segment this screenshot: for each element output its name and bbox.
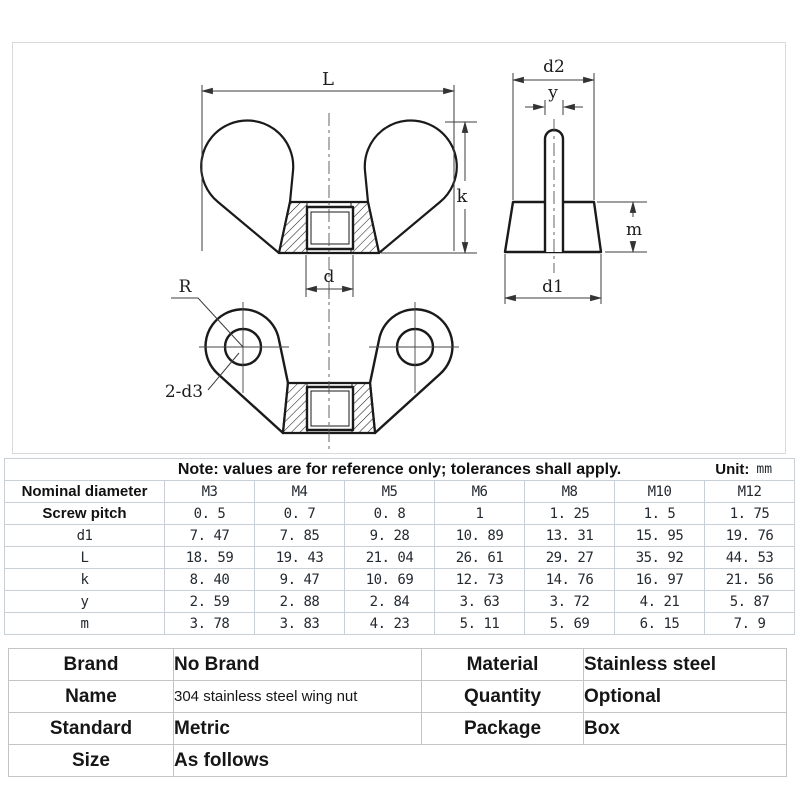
cell: 12. 73 — [435, 569, 525, 591]
bottom-right-wing — [370, 309, 452, 433]
cell: 13. 31 — [525, 525, 615, 547]
cell: 5. 11 — [435, 613, 525, 635]
dim-label-d2: d2 — [543, 57, 565, 77]
cell: 2. 59 — [165, 591, 255, 613]
table-row — [5, 503, 795, 525]
cell: 2. 84 — [345, 591, 435, 613]
info-value: Stainless steel — [584, 649, 787, 681]
info-label: Package — [422, 713, 584, 745]
cell: 3. 83 — [255, 613, 345, 635]
cell: 9. 28 — [345, 525, 435, 547]
cell: M3 — [165, 481, 255, 503]
bottom-thread-hole — [307, 387, 353, 430]
cell: 10. 89 — [435, 525, 525, 547]
cell: 6. 15 — [615, 613, 705, 635]
note-row — [5, 459, 795, 481]
info-label: Standard — [9, 713, 174, 745]
info-label: Material — [422, 649, 584, 681]
cell: 4. 21 — [615, 591, 705, 613]
cell: M5 — [345, 481, 435, 503]
cell: 21. 04 — [345, 547, 435, 569]
dim-label-d1: d1 — [542, 277, 564, 297]
cell: 3. 78 — [165, 613, 255, 635]
note-text: Note: values are for reference only; tolerances shall apply. — [177, 460, 622, 478]
cell: 3. 72 — [525, 591, 615, 613]
cell: 29. 27 — [525, 547, 615, 569]
cell: 1. 75 — [705, 503, 795, 525]
cell: 16. 97 — [615, 569, 705, 591]
info-row — [9, 649, 787, 681]
info-value: Optional — [584, 681, 787, 713]
cell: 0. 7 — [255, 503, 345, 525]
row-label: L — [5, 547, 165, 569]
cell: 10. 69 — [345, 569, 435, 591]
cell: 21. 56 — [705, 569, 795, 591]
row-label: y — [5, 591, 165, 613]
cell: 26. 61 — [435, 547, 525, 569]
cell: 15. 95 — [615, 525, 705, 547]
dim-label-y: y — [548, 83, 558, 103]
cell: 19. 76 — [705, 525, 795, 547]
row-label: m — [5, 613, 165, 635]
side-view — [505, 57, 647, 304]
dim-label-d: d — [323, 267, 335, 287]
cell: M12 — [705, 481, 795, 503]
info-value: Box — [584, 713, 787, 745]
dim-label-k: k — [456, 186, 468, 207]
table-row — [5, 547, 795, 569]
info-row — [9, 745, 787, 777]
cell: 7. 85 — [255, 525, 345, 547]
info-value: As follows — [174, 745, 787, 777]
unit — [715, 459, 772, 480]
info-value: No Brand — [174, 649, 422, 681]
table-row — [5, 481, 795, 503]
cell: M6 — [435, 481, 525, 503]
right-wing-outline — [365, 120, 457, 253]
cell: 7. 9 — [705, 613, 795, 635]
bottom-left-wing — [206, 309, 288, 433]
cell: 3. 63 — [435, 591, 525, 613]
info-label: Name — [9, 681, 174, 713]
dim-label-L: L — [322, 69, 334, 90]
info-value: Metric — [174, 713, 422, 745]
info-label: Quantity — [422, 681, 584, 713]
cell: 19. 43 — [255, 547, 345, 569]
info-row — [9, 681, 787, 713]
cell: 2. 88 — [255, 591, 345, 613]
front-view — [201, 69, 477, 299]
cell: M4 — [255, 481, 345, 503]
cell: 18. 59 — [165, 547, 255, 569]
cell: 1. 5 — [615, 503, 705, 525]
unit-label: Unit: — [715, 461, 750, 478]
cell: 35. 92 — [615, 547, 705, 569]
cell: 9. 47 — [255, 569, 345, 591]
info-value: 304 stainless steel wing nut — [174, 681, 422, 713]
table-row — [5, 591, 795, 613]
cell: 1 — [435, 503, 525, 525]
bottom-view — [165, 277, 459, 451]
thread-hole — [307, 207, 353, 249]
dim-label-m: m — [625, 220, 643, 240]
cell: 44. 53 — [705, 547, 795, 569]
table-row — [5, 525, 795, 547]
cell: 0. 5 — [165, 503, 255, 525]
table-row — [5, 613, 795, 635]
cell: 4. 23 — [345, 613, 435, 635]
unit-value: mm — [756, 462, 773, 477]
row-label: Nominal diameter — [5, 481, 165, 503]
row-label: d1 — [5, 525, 165, 547]
cell: 14. 76 — [525, 569, 615, 591]
product-info-table — [8, 648, 787, 777]
dim-label-2-d3: 2-d3 — [164, 382, 204, 402]
info-row — [9, 713, 787, 745]
dimension-table — [4, 458, 795, 635]
left-wing-outline — [201, 120, 293, 253]
row-label: k — [5, 569, 165, 591]
info-label: Size — [9, 745, 174, 777]
cell: 7. 47 — [165, 525, 255, 547]
cell: M10 — [615, 481, 705, 503]
cell: M8 — [525, 481, 615, 503]
technical-drawing — [12, 42, 786, 454]
cell: 5. 87 — [705, 591, 795, 613]
table-row — [5, 569, 795, 591]
cell: 0. 8 — [345, 503, 435, 525]
info-label: Brand — [9, 649, 174, 681]
cell: 8. 40 — [165, 569, 255, 591]
wing-nut-drawing — [13, 43, 785, 453]
cell: 1. 25 — [525, 503, 615, 525]
row-label: Screw pitch — [5, 503, 165, 525]
dim-label-R: R — [178, 277, 192, 297]
cell: 5. 69 — [525, 613, 615, 635]
